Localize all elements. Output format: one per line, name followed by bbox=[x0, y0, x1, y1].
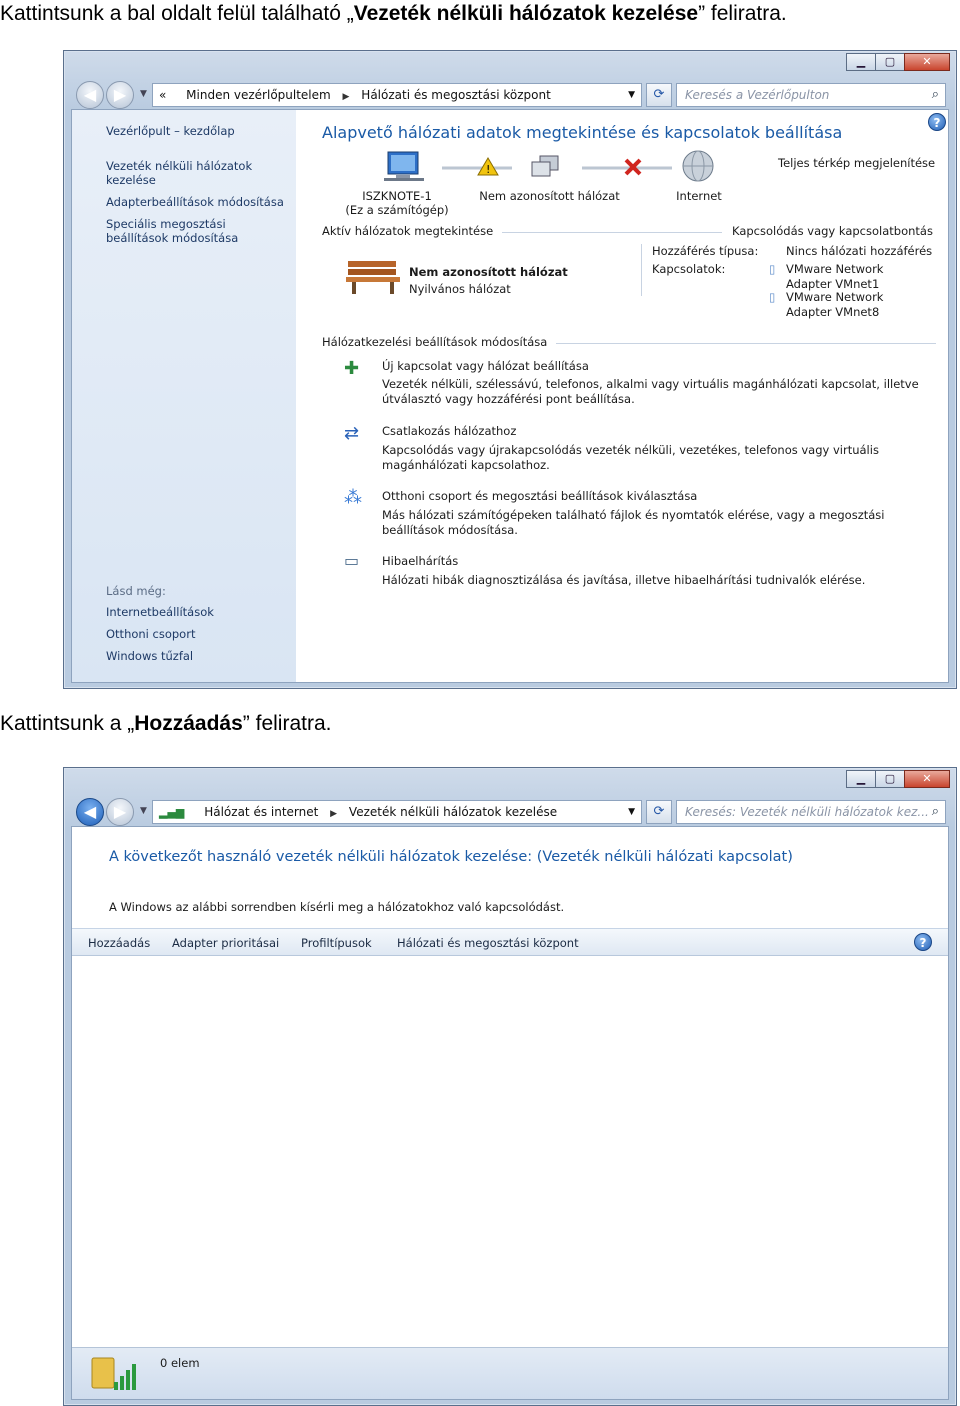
bench-icon bbox=[344, 253, 402, 295]
settings-heading: Hálózatkezelési beállítások módosítása bbox=[322, 335, 548, 349]
back-button[interactable]: ◀ bbox=[76, 81, 104, 109]
task-description: Más hálózati számítógépeken található fájlok és nyomtatók elérése, vagy a megosztási bbox=[382, 508, 885, 522]
status-bar bbox=[72, 1347, 948, 1399]
network-center-window bbox=[63, 50, 957, 689]
task-homegroup-link[interactable]: Otthoni csoport és megosztási beállítások kiválasztása bbox=[382, 489, 698, 503]
internet-node-label: Internet bbox=[676, 189, 722, 203]
recent-pages-dropdown[interactable]: ▼ bbox=[140, 806, 147, 816]
adapter-icon: ▯ bbox=[769, 290, 776, 304]
title-bar bbox=[64, 51, 956, 79]
add-button[interactable]: Hozzáadás bbox=[88, 936, 151, 950]
sidebar bbox=[72, 110, 296, 682]
content-area bbox=[71, 109, 949, 683]
close-button[interactable]: ✕ bbox=[904, 53, 950, 71]
breadcrumb-item[interactable]: Minden vezérlőpultelem bbox=[186, 88, 331, 102]
see-also-label: Lásd még: bbox=[106, 584, 166, 598]
page-subtitle: A Windows az alábbi sorrendben kísérli meg a hálózatokhoz való kapcsolódást. bbox=[109, 900, 565, 914]
search-icon[interactable]: ⌕ bbox=[931, 804, 939, 819]
full-map-link[interactable]: Teljes térkép megjelenítése bbox=[778, 156, 936, 170]
globe-icon bbox=[683, 151, 713, 181]
search-icon[interactable]: ⌕ bbox=[931, 87, 939, 102]
chevron-down-icon[interactable]: ▼ bbox=[628, 807, 635, 817]
troubleshoot-icon: ▭ bbox=[344, 551, 360, 570]
connection-vmnet1-link[interactable]: VMware Network Adapter VMnet1 bbox=[786, 262, 884, 291]
sidebar-item-adapter[interactable]: Adapterbeállítások módosítása bbox=[106, 195, 284, 209]
connection-vmnet8-link[interactable]: VMware Network Adapter VMnet8 bbox=[786, 290, 884, 319]
breadcrumb-item[interactable]: Hálózat és internet bbox=[204, 805, 319, 819]
page-title: Alapvető hálózati adatok megtekintése és kapcsolatok beállítása bbox=[322, 123, 843, 142]
computer-icon bbox=[384, 152, 424, 181]
access-type-label: Hozzáférés típusa: bbox=[652, 244, 759, 258]
access-type-value: Nincs hálózati hozzáférés bbox=[786, 244, 933, 258]
task-description: Hálózati hibák diagnosztizálása és javítása, illetve hibaelhárítási tudnivalók elérése. bbox=[382, 573, 866, 587]
forward-button[interactable]: ▶ bbox=[106, 81, 134, 109]
divider bbox=[641, 244, 642, 296]
content-area bbox=[71, 826, 949, 1400]
homegroup-icon: ⁂ bbox=[344, 487, 362, 508]
connections-label: Kapcsolatok: bbox=[652, 262, 726, 276]
task-description: beállítások módosítása. bbox=[382, 523, 518, 537]
command-bar bbox=[72, 928, 948, 956]
search-input[interactable]: Keresés a Vezérlőpulton ⌕ bbox=[676, 83, 946, 107]
navigation-bar bbox=[64, 79, 956, 109]
breadcrumb-item[interactable]: Hálózati és megosztási központ bbox=[361, 88, 551, 102]
caption-1: Kattintsunk a bal oldalt felül található „Vezeték nélküli hálózatok kezelése” feliratra. bbox=[0, 2, 787, 25]
adapter-icon: ▯ bbox=[769, 262, 776, 276]
sidebar-home-link[interactable]: Vezérlőpult – kezdőlap bbox=[106, 124, 235, 138]
wireless-networks-window bbox=[63, 767, 957, 1406]
task-troubleshoot-link[interactable]: Hibaelhárítás bbox=[382, 554, 459, 568]
navigation-bar bbox=[64, 796, 956, 826]
task-description: magánhálózati kapcsolathoz. bbox=[382, 458, 550, 472]
see-also-homegroup[interactable]: Otthoni csoport bbox=[106, 627, 196, 641]
page-title: A következőt használó vezeték nélküli hálózatok kezelése: (Vezeték nélküli hálózati kapcsolat) bbox=[109, 849, 793, 865]
refresh-button[interactable]: ⟳ bbox=[646, 83, 672, 107]
sidebar-item-sharing[interactable]: Speciális megosztási beállítások módosítása bbox=[106, 217, 239, 245]
profile-types-button[interactable]: Profiltípusok bbox=[301, 936, 372, 950]
network-node-label: Nem azonosított hálózat bbox=[479, 189, 620, 203]
task-description: útválasztó vagy hozzáférési pont beállítása. bbox=[382, 392, 635, 406]
forward-button[interactable]: ▶ bbox=[106, 798, 134, 826]
help-icon[interactable]: ? bbox=[928, 113, 946, 131]
task-connect-link[interactable]: Csatlakozás hálózathoz bbox=[382, 424, 517, 438]
breadcrumb-item[interactable]: Vezeték nélküli hálózatok kezelése bbox=[348, 805, 558, 819]
back-button[interactable]: ◀ bbox=[76, 798, 104, 826]
see-also-internet[interactable]: Internetbeállítások bbox=[106, 605, 214, 619]
task-description: Vezeték nélküli, szélessávú, telefonos, alkalmi vagy virtuális magánhálózati kapcsolat, illetve bbox=[382, 377, 919, 391]
active-networks-heading: Aktív hálózatok megtekintése bbox=[322, 224, 494, 238]
network-center-button[interactable]: Hálózati és megosztási központ bbox=[397, 936, 579, 950]
see-also-firewall[interactable]: Windows tűzfal bbox=[106, 649, 194, 663]
network-list[interactable] bbox=[72, 957, 948, 1347]
network-icon bbox=[532, 156, 558, 176]
title-bar bbox=[64, 768, 956, 796]
address-bar[interactable]: « Minden vezérlőpultelem ▶ Hálózati és megosztási központ ▼ bbox=[152, 83, 642, 107]
signal-icon: ▂▄▆ bbox=[159, 806, 185, 819]
connect-disconnect-link[interactable]: Kapcsolódás vagy kapcsolatbontás bbox=[732, 224, 933, 238]
maximize-button[interactable]: ▢ bbox=[875, 53, 905, 71]
adapter-priority-button[interactable]: Adapter prioritásai bbox=[172, 936, 280, 950]
task-new-connection-link[interactable]: Új kapcsolat vagy hálózat beállítása bbox=[382, 359, 589, 373]
computer-node-label: ISZKNOTE-1 (Ez a számítógép) bbox=[345, 189, 449, 217]
recent-pages-dropdown[interactable]: ▼ bbox=[140, 89, 147, 99]
active-network-name: Nem azonosított hálózat bbox=[409, 265, 568, 279]
active-network-type: Nyilvános hálózat bbox=[409, 282, 511, 296]
connect-network-icon: ⇄ bbox=[344, 423, 360, 444]
item-count: 0 elem bbox=[160, 1356, 200, 1370]
task-description: Kapcsolódás vagy újrakapcsolódás vezeték nélküli, vezetékes, telefonos vagy virtuális bbox=[382, 443, 879, 457]
divider bbox=[556, 343, 936, 344]
minimize-button[interactable]: ▁ bbox=[846, 770, 876, 788]
divider bbox=[502, 232, 722, 233]
svg-text:!: ! bbox=[486, 163, 491, 176]
sidebar-item-wireless[interactable]: Vezeték nélküli hálózatok kezelése bbox=[106, 159, 253, 187]
search-input[interactable]: Keresés: Vezeték nélküli hálózatok kez... ⌕ bbox=[676, 800, 946, 824]
caption-2: Kattintsunk a „Hozzáadás” feliratra. bbox=[0, 712, 332, 735]
address-bar[interactable]: ▂▄▆ Hálózat és internet ▶ Vezeték nélküli hálózatok kezelése ▼ bbox=[152, 800, 642, 824]
maximize-button[interactable]: ▢ bbox=[875, 770, 905, 788]
address-prefix: « bbox=[159, 88, 167, 102]
refresh-button[interactable]: ⟳ bbox=[646, 800, 672, 824]
new-connection-icon: ✚ bbox=[344, 358, 360, 379]
minimize-button[interactable]: ▁ bbox=[846, 53, 876, 71]
wireless-folder-icon bbox=[90, 1354, 138, 1394]
help-icon[interactable]: ? bbox=[914, 933, 932, 951]
chevron-down-icon[interactable]: ▼ bbox=[628, 90, 635, 100]
close-button[interactable]: ✕ bbox=[904, 770, 950, 788]
